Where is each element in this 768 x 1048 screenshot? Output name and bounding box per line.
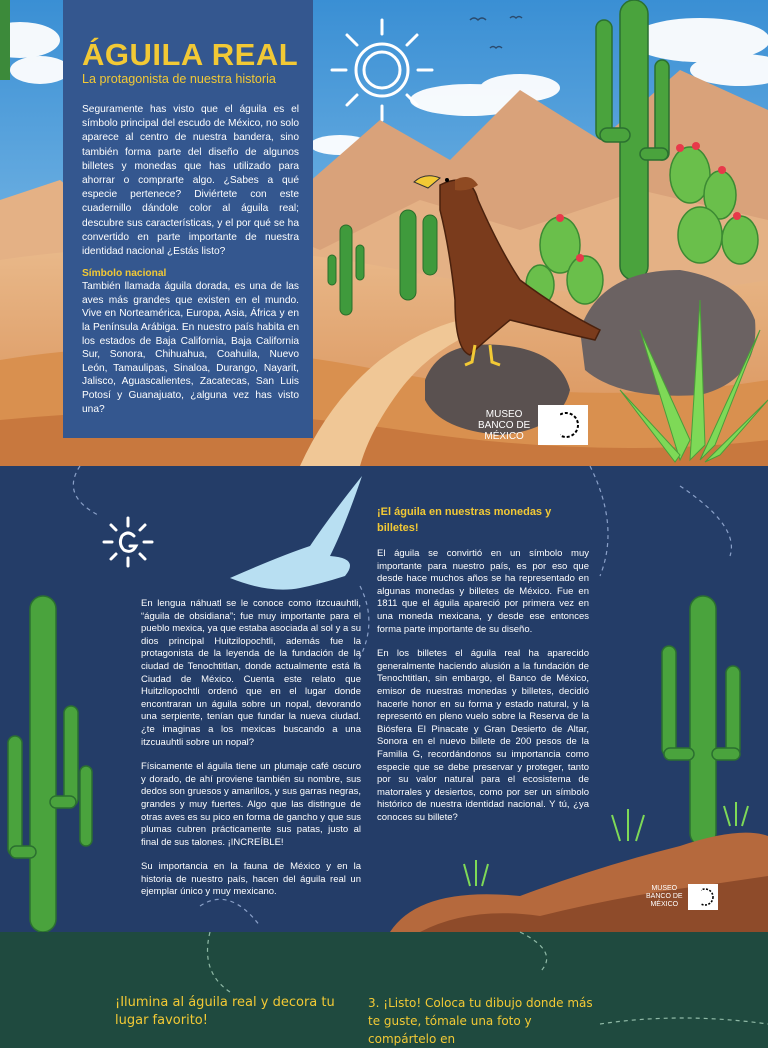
- museo-logo: MUSEO BANCO DE MÉXICO: [478, 405, 588, 445]
- importance-paragraph: Su importancia en la fauna de México y en la historia de nuestro país, hacen del águila real un ejemplar único y muy mexicano.: [141, 861, 361, 898]
- intro-paragraph: Seguramente has visto que el águila es el símbolo principal del escudo de México, no solo aparece al centro de nuestra bandera, sino también forma parte del diseño de algunos billetes y monedas que has utilizado para ahorrar o comprarte algo. ¿Sabes a qué especie pertenece? Diviértete con este cuadernillo dándole color al águila real; descubre sus características, y el por qué se ha convertido en parte importante de nuestra identidad nacional ¿Estás listo?: [82, 104, 299, 258]
- hero-section: [0, 0, 768, 466]
- intro-panel: [63, 0, 313, 438]
- physical-paragraph: Físicamente el águila tiene un plumaje café oscuro y dorado, de ahí proviene también su nombre, sus dedos son gruesos y amarillos, y sus garras negras, grandes y muy fuertes. Algo que las distingue de otras aves es su pico en forma de gancho y que sus plumas cubren prácticamente sus patas, justo al final de sus talones. ¡INCREÍBLE!: [141, 761, 361, 848]
- museo-logo-small: MUSEO BANCO DE MÉXICO: [646, 884, 718, 910]
- simbolo-paragraph: También llamada águila dorada, es una de las aves más grandes que existen en el mundo. Vive en Norteamérica, Europa, Asia, África y en la Península Arábiga. En nuestro país habita en los estados de Baja California, Baja California Sur, Sonora, Chihuahua, Coahuila, Nuevo León, Tamaulipas, Sinaloa, Durango, Nayarit, Jalisco, Aguascalientes, Zacatecas, San Luis Potosí y Guanajuato, ¿alguna vez has visto una?: [82, 281, 299, 415]
- middle-section: [0, 466, 768, 932]
- coins-paragraph: El águila se convirtió en un símbolo muy importante para nuestro país, es por eso que desde hace muchos años se ha representado en algunas monedas y billetes de México. Fue en 1811 que el águila apareció por primera vez en una moneda mexicana, y desde ese entonces forma parte importante de su diseño.: [377, 548, 589, 635]
- activity-title: ¡Ilumina al águila real y decora tu lugar favorito!: [115, 995, 335, 1028]
- flying-eagle-icon: [230, 476, 362, 590]
- nahuatl-paragraph: En lengua náhuatl se le conoce como itzcuauhtli, “águila de obsidiana”; fue muy importante para el pueblo mexica, ya que estaba asociada al sol y a su dios principal Huitzilopochtli, además fue la protagonista de la leyenda de la fundación de la ciudad de Tenochtitlan, donde actualmente está la Ciudad de México. Cuenta este relato que Huitzilopochtli ordenó que en el lugar donde encontraran un águila sobre un nopal, devorando una serpiente, tenían que fundar la nueva ciudad. ¿te imaginas a los mexicas buscando a una itzcuauhtli sobre un nopal?: [141, 598, 361, 748]
- page-title: ÁGUILA REAL: [82, 37, 299, 72]
- section-heading-simbolo: Símbolo nacional: [82, 268, 167, 280]
- right-column: [377, 504, 589, 836]
- coins-section-title: ¡El águila en nuestras monedas y billetes!: [377, 506, 552, 534]
- bills-paragraph: En los billetes el águila real ha aparecido generalmente haciendo alusión a la fundación de Tenochtitlan, sin embargo, el Banco de México, emisor de nuestras monedas y billetes, decidió hacerle honor en su forma y estado natural, y la representó en pleno vuelo sobre la Reserva de la Biósfera El Pinacate y Gran Desierto de Altar, Sonora en el nuevo billete de 200 pesos de la Familia G, recordándonos su importancia como especie que se debe preservar y proteger, tanto por su valor natural para el ecosistema de matorrales y desiertos, como por ser un símbolo histórico de nuestra identidad nacional. Y tú, ¿ya conoces su billete?: [377, 648, 589, 823]
- activity-step-3: 3. ¡Listo! Coloca tu dibujo donde más te guste, tómale una foto y compártelo en: [368, 996, 593, 1046]
- museo-logo-icon: [688, 884, 718, 910]
- activity-section: [0, 932, 768, 1046]
- swirl-sun-icon: [104, 518, 152, 566]
- museo-logo-icon: [538, 405, 588, 445]
- left-column: [141, 598, 361, 911]
- page-subtitle: La protagonista de nuestra historia: [82, 72, 276, 86]
